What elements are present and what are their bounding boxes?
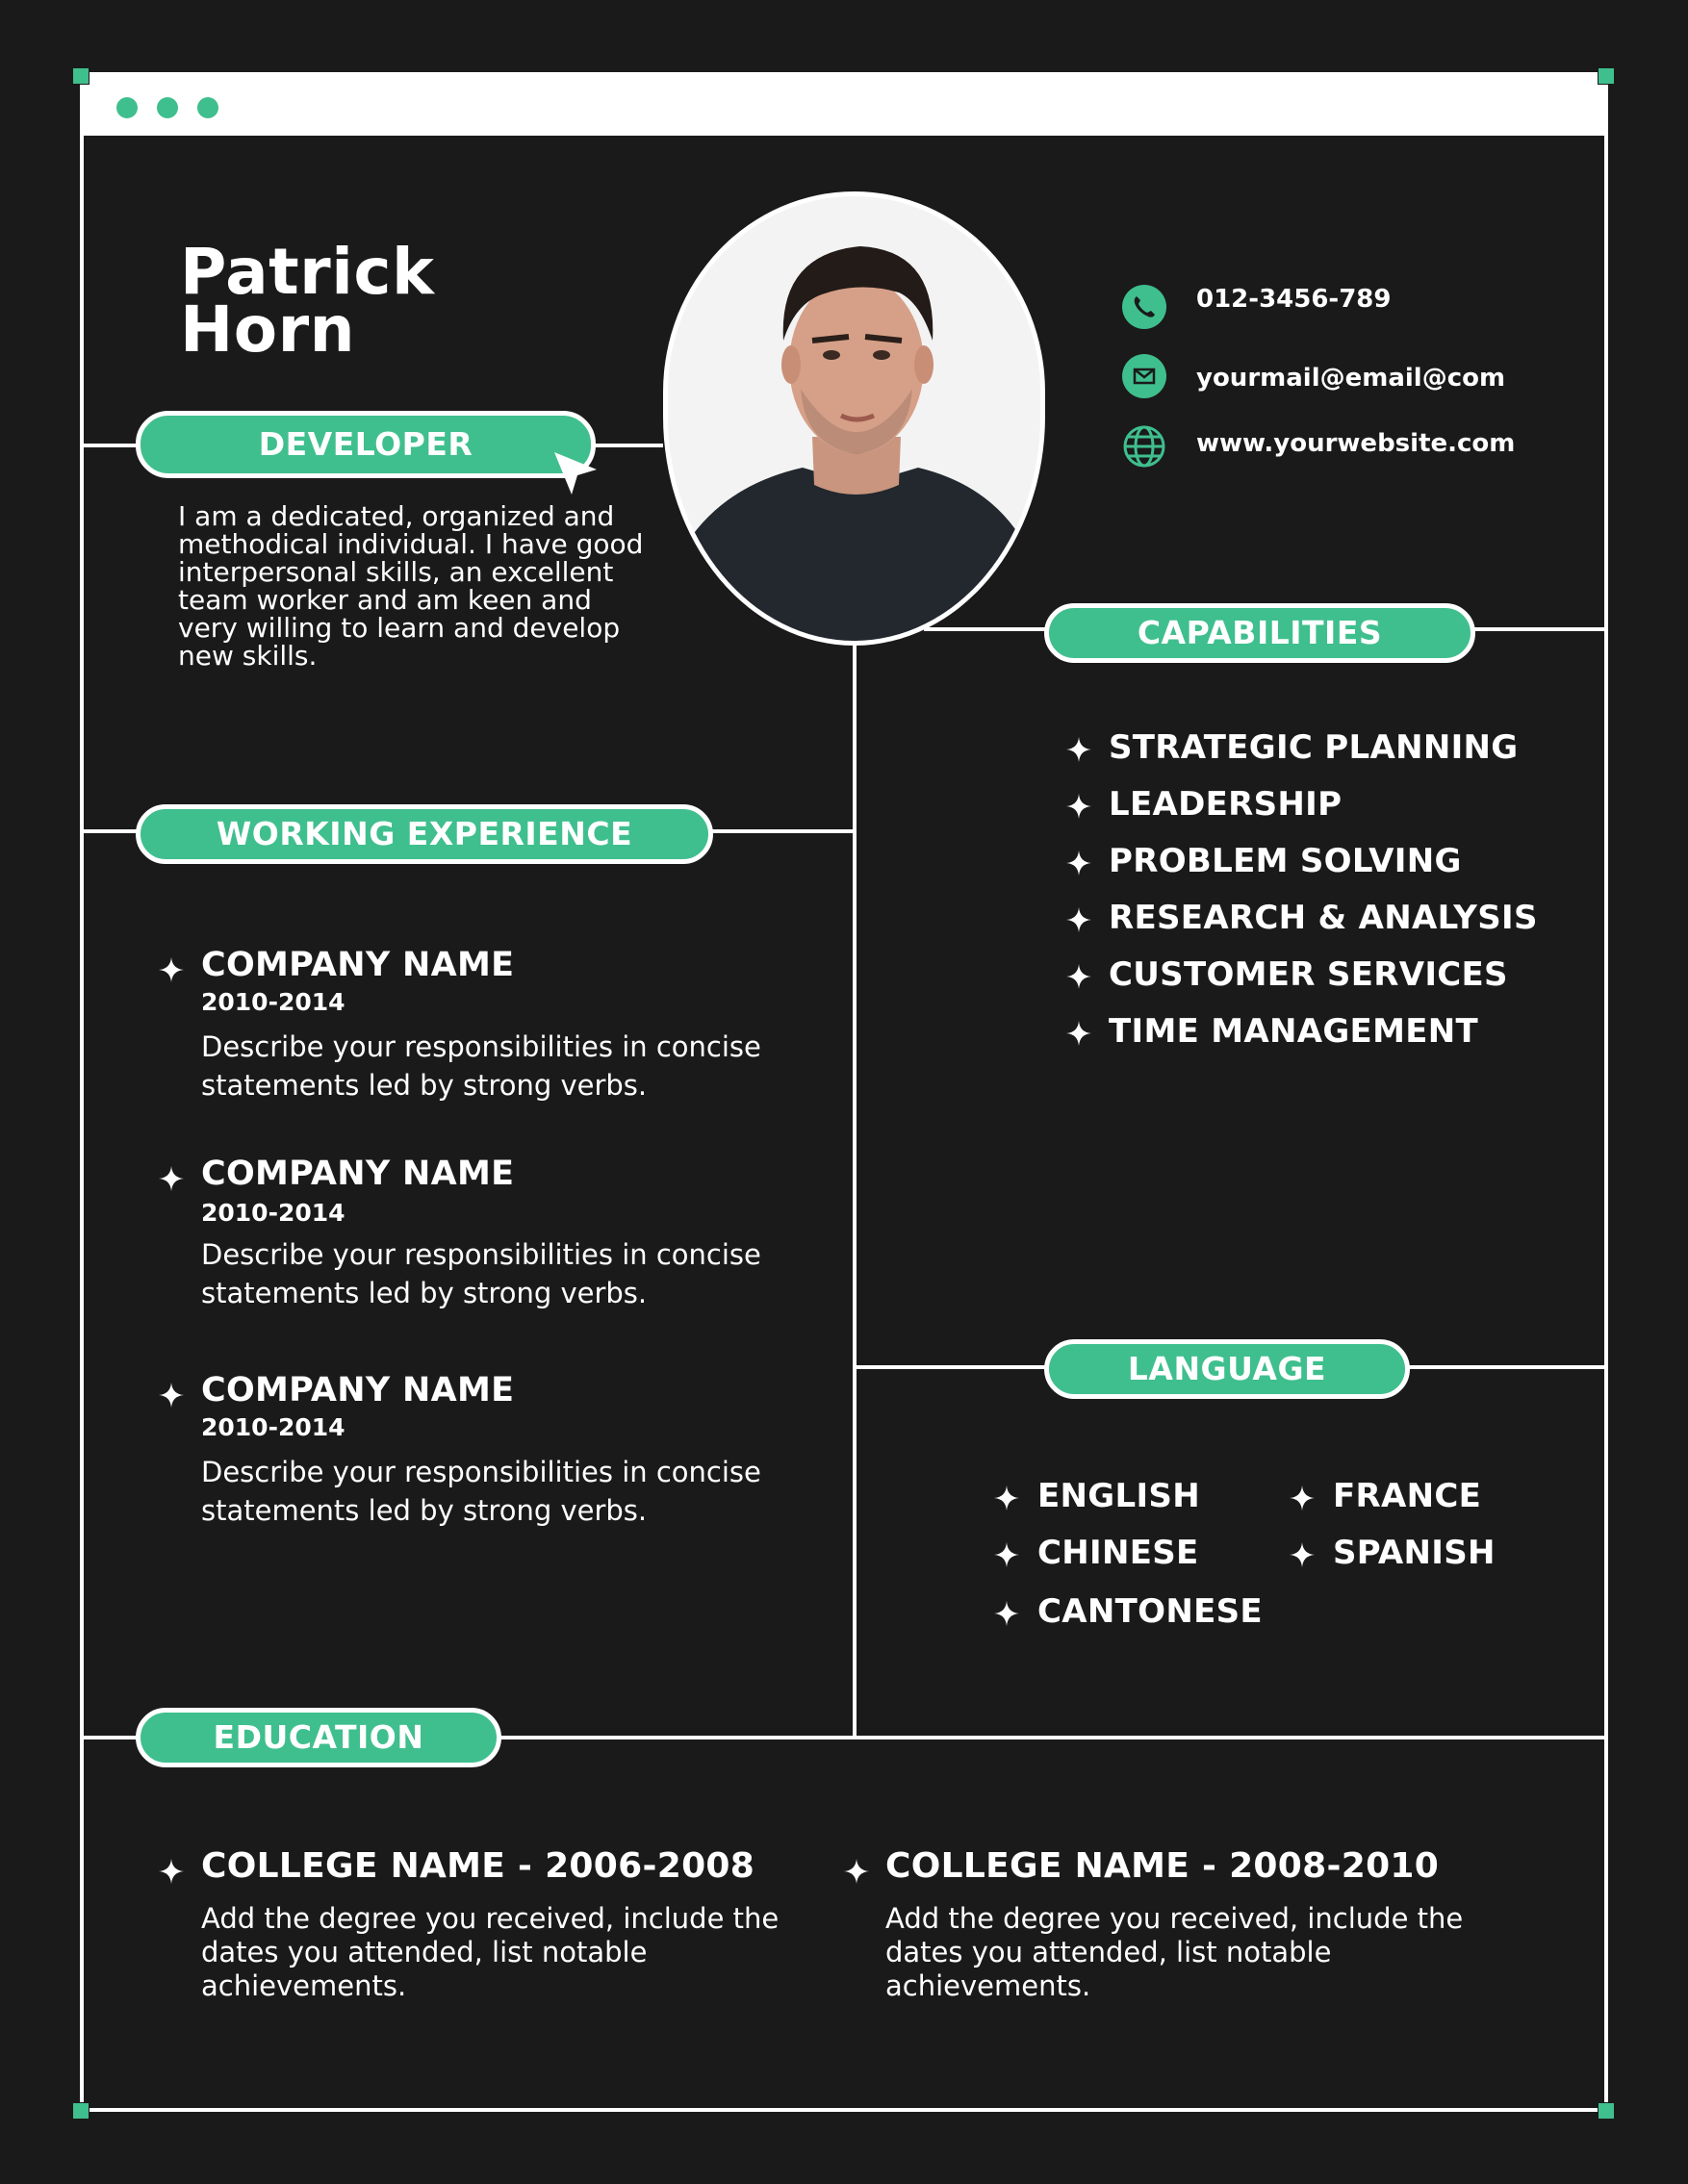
- contact-phone: 012-3456-789: [1196, 285, 1392, 314]
- experience-years: 2010-2014: [201, 1199, 345, 1227]
- sparkle-star-icon: [159, 1859, 184, 1884]
- sparkle-star-icon: [994, 1486, 1019, 1511]
- language-item: CHINESE: [1037, 1534, 1199, 1572]
- language-heading: [1044, 1339, 1410, 1399]
- education-title: COLLEGE NAME - 2008-2010: [885, 1846, 1440, 1886]
- capability-item: STRATEGIC PLANNING: [1109, 728, 1519, 767]
- sparkle-star-icon: [1290, 1486, 1315, 1511]
- capability-item: LEADERSHIP: [1109, 785, 1343, 824]
- profile-summary: I am a dedicated, organized and methodical individual. I have good interpersonal skills, an excellent team worker and am keen and very willing to learn and develop new skills.: [178, 500, 644, 672]
- last-name: Horn: [180, 292, 356, 367]
- contact-website: www.yourwebsite.com: [1196, 429, 1516, 458]
- sparkle-star-icon: [1066, 907, 1091, 932]
- contact-email: yourmail@email@com: [1196, 364, 1506, 393]
- education-description: Add the degree you received, include the dates you attended, list notable achievements.: [201, 1902, 780, 2002]
- capabilities-heading-label: CAPABILITIES: [1137, 614, 1383, 651]
- window-dot-1: [116, 97, 138, 118]
- corner-handle-bottom-right: [1598, 2102, 1615, 2120]
- window-dot-2: [157, 97, 178, 118]
- role-badge: [136, 411, 596, 478]
- capability-item: RESEARCH & ANALYSIS: [1109, 899, 1538, 937]
- sparkle-star-icon: [1290, 1542, 1315, 1567]
- first-name: Patrick: [180, 235, 435, 309]
- frame-bottom-border: [80, 2108, 1608, 2112]
- language-item: ENGLISH: [1037, 1477, 1200, 1515]
- sparkle-star-icon: [1066, 1021, 1091, 1046]
- corner-handle-bottom-left: [72, 2102, 90, 2120]
- education-heading-label: EDUCATION: [213, 1718, 424, 1756]
- experience-years: 2010-2014: [201, 988, 345, 1016]
- sparkle-star-icon: [1066, 794, 1091, 819]
- experience-description: Describe your responsibilities in concise statements led by strong verbs.: [201, 1456, 761, 1527]
- profile-photo: [663, 191, 1045, 646]
- experience-company: COMPANY NAME: [201, 946, 515, 984]
- divider-vertical-center: [853, 635, 857, 1740]
- role-label: DEVELOPER: [258, 425, 473, 463]
- sparkle-star-icon: [844, 1859, 869, 1884]
- capabilities-heading: [1044, 603, 1475, 663]
- corner-handle-top-right: [1598, 67, 1615, 85]
- sparkle-star-icon: [1066, 851, 1091, 876]
- capability-item: PROBLEM SOLVING: [1109, 842, 1462, 880]
- experience-description: Describe your responsibilities in concise statements led by strong verbs.: [201, 1238, 761, 1309]
- phone-icon: [1122, 285, 1166, 329]
- sparkle-star-icon: [1066, 964, 1091, 989]
- sparkle-star-icon: [994, 1542, 1019, 1567]
- experience-years: 2010-2014: [201, 1413, 345, 1441]
- capability-item: TIME MANAGEMENT: [1109, 1012, 1478, 1051]
- experience-company: COMPANY NAME: [201, 1155, 515, 1193]
- education-description: Add the degree you received, include the dates you attended, list notable achievements.: [885, 1902, 1464, 2002]
- frame-left-border: [80, 72, 84, 2112]
- language-heading-label: LANGUAGE: [1127, 1350, 1327, 1387]
- corner-handle-top-left: [72, 67, 90, 85]
- experience-description: Describe your responsibilities in concise statements led by strong verbs.: [201, 1030, 761, 1102]
- globe-icon: [1122, 424, 1166, 469]
- sparkle-star-icon: [159, 957, 184, 982]
- sparkle-star-icon: [1066, 737, 1091, 762]
- frame-right-border: [1604, 72, 1608, 2112]
- cursor-arrow-icon: [550, 448, 601, 498]
- language-item: FRANCE: [1333, 1477, 1482, 1515]
- sparkle-star-icon: [159, 1166, 184, 1191]
- language-item: CANTONESE: [1037, 1592, 1263, 1631]
- experience-company: COMPANY NAME: [201, 1371, 515, 1409]
- language-item: SPANISH: [1333, 1534, 1496, 1572]
- window-title-bar: [80, 72, 1606, 136]
- education-title: COLLEGE NAME - 2006-2008: [201, 1846, 755, 1886]
- sparkle-star-icon: [994, 1601, 1019, 1626]
- education-heading: [136, 1708, 501, 1767]
- experience-heading: [136, 804, 713, 864]
- window-dot-3: [197, 97, 218, 118]
- experience-heading-label: WORKING EXPERIENCE: [216, 815, 633, 852]
- capability-item: CUSTOMER SERVICES: [1109, 955, 1508, 994]
- sparkle-star-icon: [159, 1383, 184, 1408]
- mail-icon: [1122, 354, 1166, 398]
- portrait-image: [668, 196, 1040, 641]
